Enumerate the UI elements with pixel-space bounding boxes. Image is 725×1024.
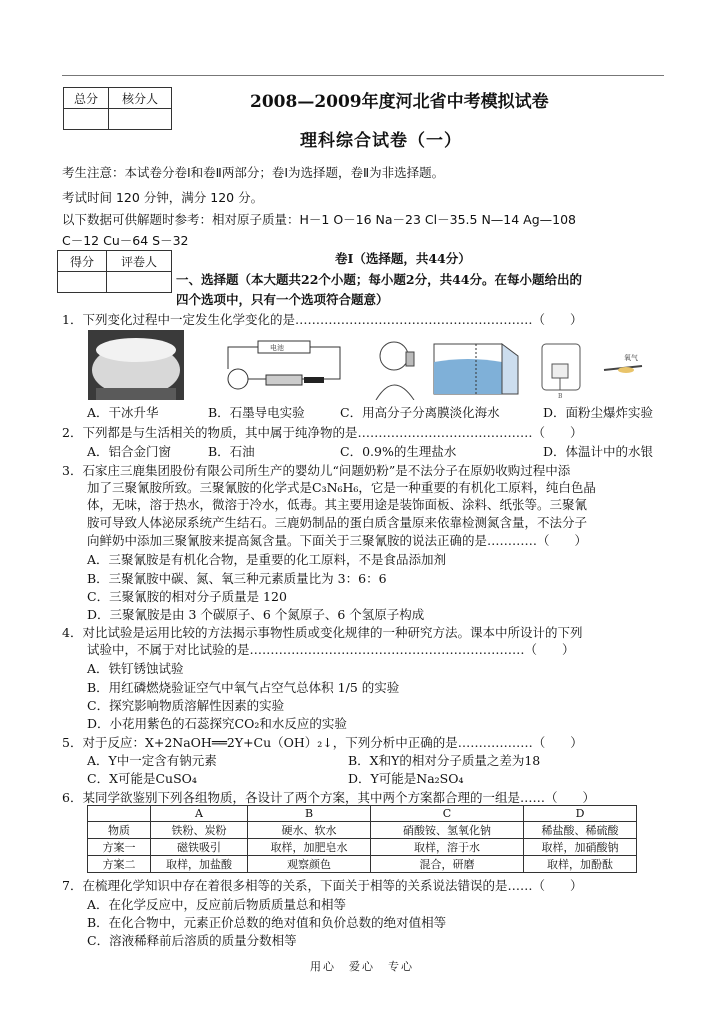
oxygen-label: 氧气 bbox=[624, 354, 638, 362]
table-row bbox=[88, 856, 637, 873]
checker-header: 核分人 bbox=[109, 88, 172, 109]
q3-option-c[interactable]: C．三聚氰胺的相对分子质量是 120 bbox=[87, 589, 287, 604]
part-heading-1: 一、选择题（本大题共22个小题；每小题2分，共44分。在每小题给出的 bbox=[176, 272, 582, 287]
q4-option-b[interactable]: B．用红磷燃烧验证空气中氧气占空气总体积 1/5 的实验 bbox=[87, 680, 400, 695]
battery-label: 电池 bbox=[270, 344, 284, 352]
table-row bbox=[88, 839, 637, 856]
page-footer: 用心 爱心 专心 bbox=[310, 960, 414, 973]
atomic-mass-line1: 以下数据可供解题时参考：相对原子质量：H－1 O－16 Na－23 Cl－35.5 N—14 Ag—108 bbox=[62, 212, 577, 227]
q5-stem: 5．对于反应：X+2NaOH══2Y+Cu（OH）₂↓，下列分析中正确的是………………（ ） bbox=[62, 735, 583, 750]
table-cell: C bbox=[371, 806, 524, 822]
exam-note: 考生注意：本试卷分卷Ⅰ和卷Ⅱ两部分；卷Ⅰ为选择题，卷Ⅱ为非选择题。 bbox=[62, 165, 445, 180]
score-header: 得分 bbox=[58, 251, 107, 272]
q4-stem-line: 试验中，不属于对比试验的是…………………………………………………………（ ） bbox=[87, 642, 575, 657]
total-score-box bbox=[63, 87, 172, 130]
score-header: 总分 bbox=[64, 88, 109, 109]
table-cell: 取样，溶于水 bbox=[371, 839, 524, 856]
section-title: 卷Ⅰ（选择题，共44分） bbox=[335, 251, 471, 266]
q3-stem-line: 向鲜奶中添加三聚氰胺来提高氮含量。下面关于三聚氰胺的说法正确的是…………（ ） bbox=[87, 533, 588, 548]
q4-option-d[interactable]: D．小花用紫色的石蕊探究CO₂和水反应的实验 bbox=[87, 716, 347, 731]
q1-option-a[interactable]: A．干冰升华 bbox=[87, 405, 159, 420]
q7-stem: 7．在梳理化学知识中存在着很多相等的关系，下面关于相等的关系说法错误的是……（ ） bbox=[62, 878, 583, 893]
q3-option-b[interactable]: B．三聚氰胺中碳、氮、氧三种元素质量比为 3：6：6 bbox=[87, 571, 387, 586]
table-cell: D bbox=[524, 806, 637, 822]
table-cell: 硝酸铵、氢氧化钠 bbox=[371, 822, 524, 839]
q3-option-d[interactable]: D．三聚氰胺是由 3 个碳原子、6 个氮原子、6 个氢原子构成 bbox=[87, 607, 425, 622]
q7-option-b[interactable]: B．在化合物中，元素正价总数的绝对值和负价总数的绝对值相等 bbox=[87, 915, 447, 930]
q3-stem-line: 体，无味，溶于热水，微溶于冷水，低毒。其主要用途是装饰面板、涂料、纸张等。三聚氰 bbox=[87, 497, 588, 512]
table-cell bbox=[88, 806, 151, 822]
q7-option-a[interactable]: A．在化学反应中，反应前后物质质量总和相等 bbox=[87, 897, 347, 912]
table-cell: 方案一 bbox=[88, 839, 151, 856]
q2-option-a[interactable]: A．铝合金门窗 bbox=[87, 444, 172, 459]
top-rule bbox=[62, 75, 664, 76]
membrane-desalination-image bbox=[432, 334, 520, 400]
checker-cell[interactable] bbox=[109, 109, 172, 130]
exam-time: 考试时间 120 分钟，满分 120 分。 bbox=[62, 190, 264, 205]
table-cell: 取样，加酚酞 bbox=[524, 856, 637, 873]
q4-stem-line: 4．对比试验是运用比较的方法揭示事物性质或变化规律的一种研究方法。课本中所设计的下列 bbox=[62, 625, 583, 640]
table-row bbox=[88, 806, 637, 822]
table-cell: A bbox=[151, 806, 248, 822]
table-cell: 混合，研磨 bbox=[371, 856, 524, 873]
q6-table bbox=[87, 805, 637, 873]
page-subtitle: 理科综合试卷（一） bbox=[300, 131, 462, 151]
q5-option-a[interactable]: A．Y中一定含有钠元素 bbox=[87, 753, 217, 768]
q3-stem-line: 3．石家庄三鹿集团股份有限公司所生产的婴幼儿“问题奶粉”是不法分子在原奶收购过程中添 bbox=[62, 463, 571, 478]
grader-cell[interactable] bbox=[107, 272, 172, 293]
flour-explosion-image bbox=[538, 338, 648, 400]
section-score-box bbox=[57, 250, 172, 293]
table-cell: 稀盐酸、稀硫酸 bbox=[524, 822, 637, 839]
q5-option-b[interactable]: B．X和Y的相对分子质量之差为18 bbox=[348, 753, 541, 768]
table-cell: B bbox=[248, 806, 371, 822]
q1-option-b[interactable]: B．石墨导电实验 bbox=[208, 405, 305, 420]
atomic-mass-line2: C－12 Cu－64 S－32 bbox=[62, 233, 189, 248]
part-heading-2: 四个选项中，只有一个选项符合题意） bbox=[176, 292, 389, 307]
dry-ice-image bbox=[88, 330, 184, 400]
table-cell: 物质 bbox=[88, 822, 151, 839]
q3-option-a[interactable]: A．三聚氰胺是有机化合物，是重要的化工原料，不是食品添加剂 bbox=[87, 552, 447, 567]
grader-header: 评卷人 bbox=[107, 251, 172, 272]
q2-stem: 2．下列都是与生活相关的物质，其中属于纯净物的是……………………………………（ ） bbox=[62, 425, 583, 440]
table-cell: 方案二 bbox=[88, 856, 151, 873]
q3-stem-line: 胺可导致人体泌尿系统产生结石。三鹿奶制品的蛋白质含量原来依靠检测氮含量，不法分子 bbox=[87, 515, 588, 530]
q3-stem-line: 加了三聚氰胺所致。三聚氰胺的化学式是C₃N₆H₆，它是一种重要的有机化工原料，纯白色晶 bbox=[87, 480, 596, 495]
q1-stem: 1．下列变化过程中一定发生化学变化的是…………………………………………………（ ） bbox=[62, 312, 583, 327]
table-cell: 硬水、软水 bbox=[248, 822, 371, 839]
q1-option-d[interactable]: D．面粉尘爆炸实验 bbox=[543, 405, 654, 420]
table-row bbox=[88, 822, 637, 839]
page-title: 2008—2009年度河北省中考模拟试卷 bbox=[250, 92, 549, 112]
q4-option-c[interactable]: C．探究影响物质溶解性因素的实验 bbox=[87, 698, 285, 713]
table-cell: 取样，加硝酸钠 bbox=[524, 839, 637, 856]
q1-option-c[interactable]: C．用高分子分离膜淡化海水 bbox=[340, 405, 500, 420]
q7-option-c[interactable]: C．溶液稀释前后溶质的质量分数相等 bbox=[87, 933, 297, 948]
graphite-circuit-image bbox=[218, 333, 348, 399]
q5-option-c[interactable]: C．X可能是CuSO₄ bbox=[87, 771, 197, 786]
q2-option-b[interactable]: B．石油 bbox=[208, 444, 255, 459]
score-cell[interactable] bbox=[64, 109, 109, 130]
svg-text:B: B bbox=[558, 393, 563, 400]
q2-option-c[interactable]: C．0.9%的生理盐水 bbox=[340, 444, 457, 459]
person-drinking-image bbox=[362, 330, 432, 400]
q2-option-d[interactable]: D．体温计中的水银 bbox=[543, 444, 654, 459]
table-cell: 取样，加肥皂水 bbox=[248, 839, 371, 856]
table-cell: 取样，加盐酸 bbox=[151, 856, 248, 873]
score-cell[interactable] bbox=[58, 272, 107, 293]
q5-option-d[interactable]: D．Y可能是Na₂SO₄ bbox=[348, 771, 464, 786]
table-cell: 观察颜色 bbox=[248, 856, 371, 873]
table-cell: 铁粉、炭粉 bbox=[151, 822, 248, 839]
q4-option-a[interactable]: A．铁钉锈蚀试验 bbox=[87, 661, 184, 676]
q6-stem: 6．某同学欲鉴别下列各组物质，各设计了两个方案，其中两个方案都合理的一组是……（ ） bbox=[62, 790, 595, 805]
table-cell: 磁铁吸引 bbox=[151, 839, 248, 856]
